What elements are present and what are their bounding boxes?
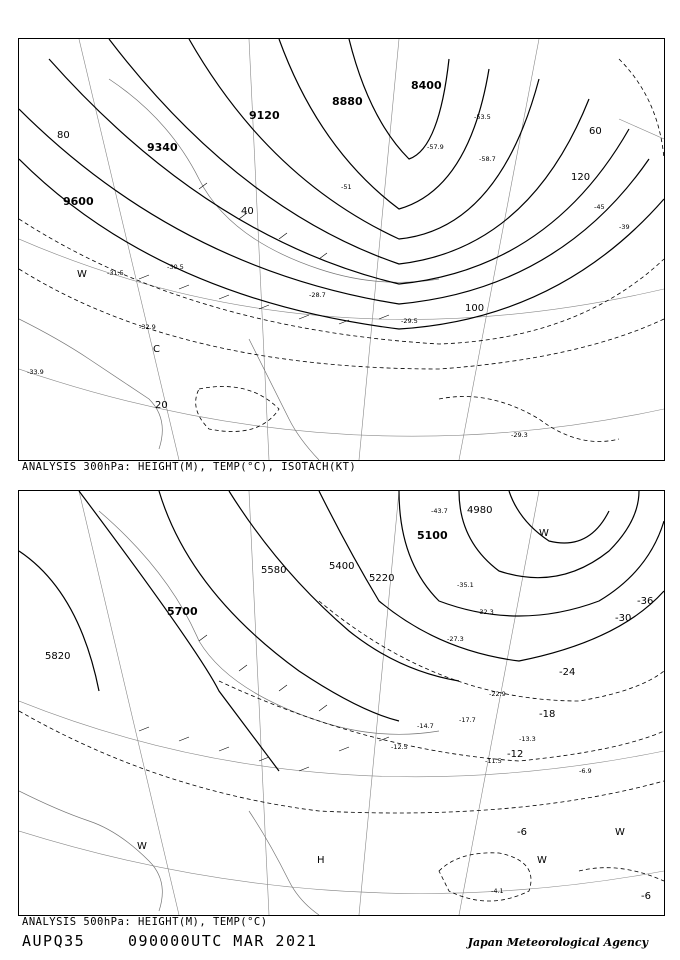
- height-label-4980: 4980: [467, 505, 493, 516]
- isotach-label-20: 20: [155, 400, 168, 411]
- temp-value: -22.9: [489, 690, 506, 698]
- isotach-label-60: 60: [589, 126, 602, 137]
- temp-value: -28.7: [309, 291, 326, 299]
- isotach-label-40: 40: [241, 206, 254, 217]
- isotach-label-80: 80: [57, 130, 70, 141]
- temp-value: -39: [619, 223, 630, 231]
- temp-value: -14.7: [417, 722, 434, 730]
- isotherm-label-12: -12: [507, 749, 524, 760]
- temp-value: -29.3: [511, 431, 528, 439]
- temp-value: -32.3: [477, 608, 494, 616]
- caption-300hpa: ANALYSIS 300hPa: HEIGHT(M), TEMP(°C), ISOTACH(KT): [22, 461, 357, 473]
- center-label-warm: W: [615, 827, 625, 838]
- height-label-5580: 5580: [261, 565, 287, 576]
- temp-value: -58.7: [479, 155, 496, 163]
- temp-value: -51: [341, 183, 352, 191]
- temp-value: -11.5: [485, 757, 502, 765]
- temp-value: -29.5: [401, 317, 418, 325]
- temp-value: -4.1: [491, 887, 504, 895]
- temp-value: -6.9: [579, 767, 592, 775]
- agency-name: Japan Meteorological Agency: [467, 936, 648, 949]
- temp-value: -12.5: [391, 743, 408, 751]
- isotach-label-120: 120: [571, 172, 591, 183]
- map-panel-500hpa: [18, 490, 665, 916]
- height-contours: [19, 491, 664, 771]
- isotherm-label-36: -36: [637, 596, 654, 607]
- map-500hpa-svg: [19, 491, 664, 915]
- height-label-5820: 5820: [45, 651, 71, 662]
- height-label-9120: 9120: [249, 109, 280, 122]
- temp-value: -45: [594, 203, 605, 211]
- temp-value: -27.3: [447, 635, 464, 643]
- map-300hpa-svg: [19, 39, 664, 460]
- height-label-5220: 5220: [369, 573, 395, 584]
- temp-value: -43.7: [431, 507, 448, 515]
- temp-value: -53.5: [474, 113, 491, 121]
- height-label-5700: 5700: [167, 605, 198, 618]
- wind-barbs: [139, 183, 389, 324]
- temp-value: -30.5: [167, 263, 184, 271]
- height-label-5400: 5400: [329, 561, 355, 572]
- isotherm-label-6: -6: [641, 891, 651, 902]
- temp-value: -57.9: [427, 143, 444, 151]
- analysis-time: 090000UTC MAR 2021: [128, 932, 318, 950]
- center-label-cold: C: [153, 344, 160, 355]
- isotherm-label-30: -30: [615, 613, 632, 624]
- temp-value: -32.9: [139, 323, 156, 331]
- height-label-8880: 8880: [332, 95, 363, 108]
- center-label-high: H: [317, 855, 325, 866]
- height-label-5100: 5100: [417, 529, 448, 542]
- isotherm-label-6: -6: [517, 827, 527, 838]
- map-panel-300hpa: [18, 38, 665, 461]
- isotherm-label-18: -18: [539, 709, 556, 720]
- temp-value: -33.9: [27, 368, 44, 376]
- isotach-contours: [19, 59, 664, 442]
- temp-value: -35.1: [457, 581, 474, 589]
- temp-value: -17.7: [459, 716, 476, 724]
- height-label-8400: 8400: [411, 79, 442, 92]
- temp-value: -31.5: [107, 269, 124, 277]
- center-label-warm: W: [137, 841, 147, 852]
- center-label-warm: W: [539, 528, 549, 539]
- isotach-label-100: 100: [465, 303, 485, 314]
- height-label-9600: 9600: [63, 195, 94, 208]
- graticule: [19, 491, 664, 915]
- isotherm-label-24: -24: [559, 667, 576, 678]
- center-label-warm: W: [77, 269, 87, 280]
- height-label-9340: 9340: [147, 141, 178, 154]
- temp-value: -13.3: [519, 735, 536, 743]
- center-label-warm: W: [537, 855, 547, 866]
- chart-code: AUPQ35: [22, 932, 86, 950]
- caption-500hpa: ANALYSIS 500hPa: HEIGHT(M), TEMP(°C): [22, 916, 268, 928]
